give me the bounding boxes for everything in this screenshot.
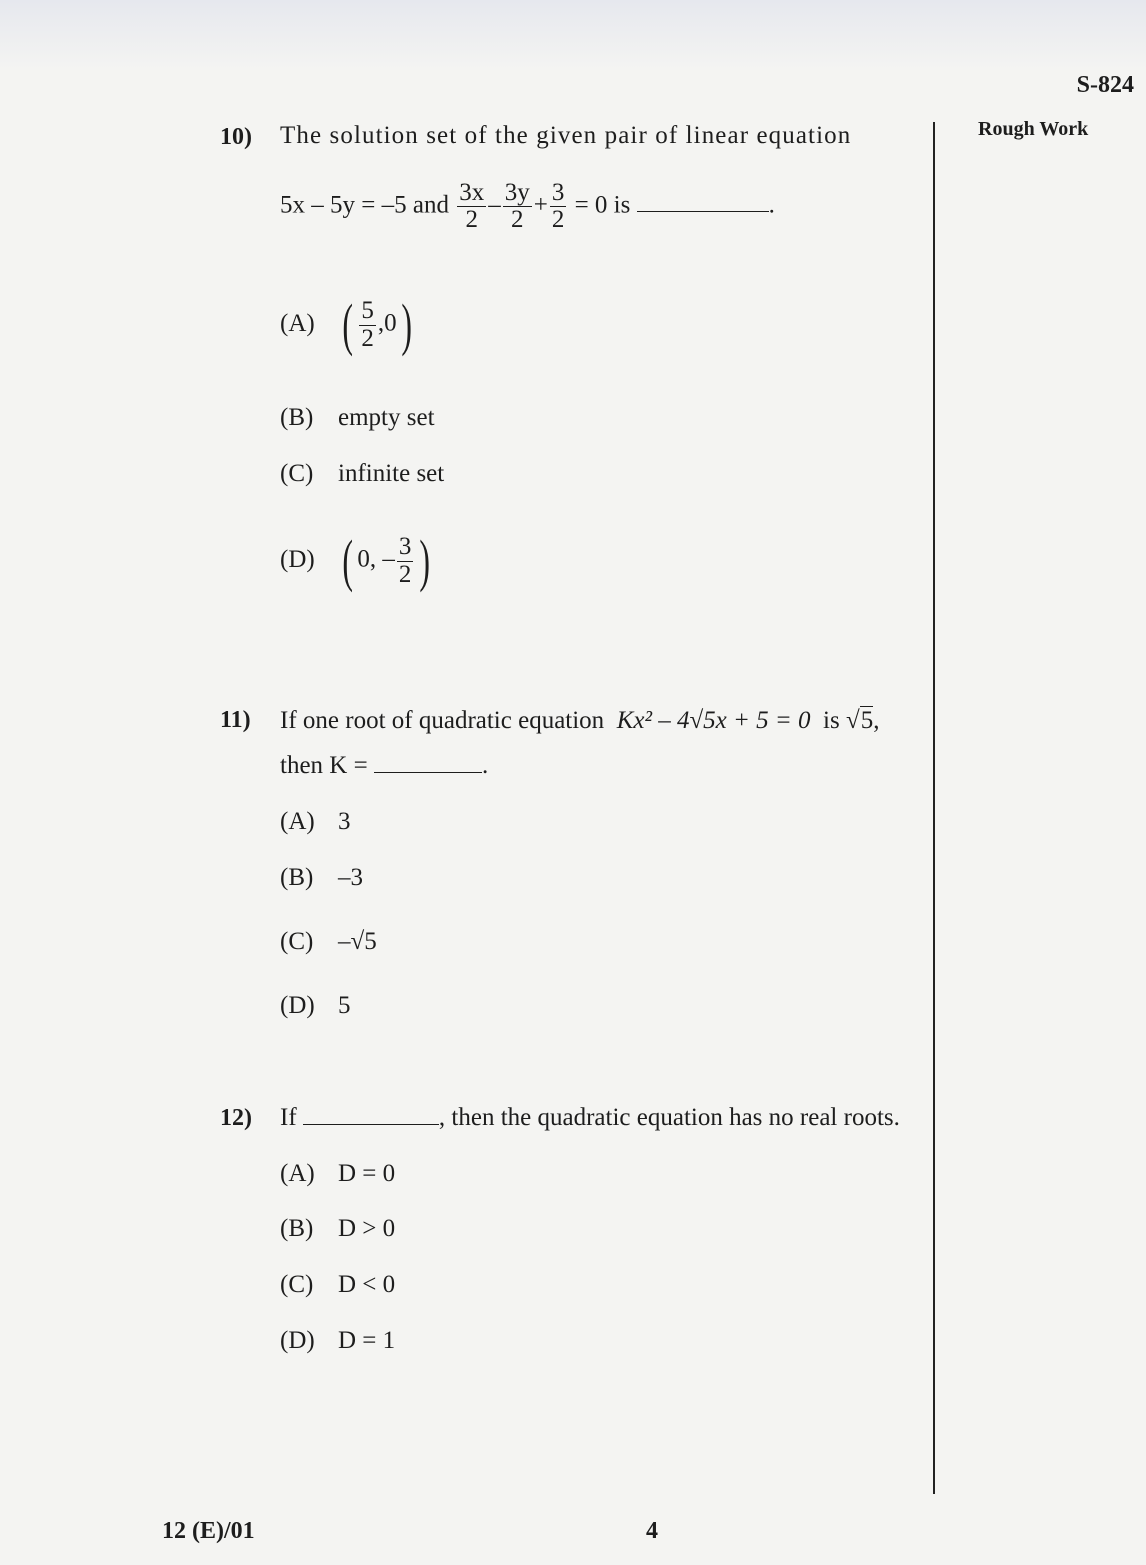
q11-line2: then K = . bbox=[280, 752, 489, 779]
q12-line1: If , then the quadratic equation has no real roots. bbox=[280, 1104, 900, 1131]
q12-option-a: (A) D = 0 bbox=[280, 1160, 396, 1187]
q11-equation: Kx² – 4√5x + 5 = 0 bbox=[616, 707, 811, 734]
q12-number: 12) bbox=[220, 1105, 252, 1131]
q10-option-a: (A) ( $\frac{5}{2}$ ,0) bbox=[280, 292, 412, 357]
q10-frac3: $\frac{3}{2}$ bbox=[551, 179, 565, 234]
rough-work-divider bbox=[933, 122, 935, 1494]
q11-line1: If one root of quadratic equation Kx² – 4√5x + 5 = 0 is √5, bbox=[280, 707, 880, 734]
q11-answer-blank bbox=[374, 771, 482, 773]
page-number: 4 bbox=[646, 1518, 658, 1544]
q12-option-d: (D) D = 1 bbox=[280, 1327, 396, 1354]
q11-root: 5 bbox=[860, 707, 874, 734]
q12-option-c: (C) D < 0 bbox=[280, 1271, 396, 1298]
paper-code: S-824 bbox=[1076, 72, 1134, 98]
footer-code: 12 (E)/01 bbox=[162, 1518, 255, 1544]
q10-frac1: $\frac{3x}{2}$ bbox=[459, 179, 485, 234]
rough-work-label: Rough Work bbox=[978, 118, 1089, 140]
q10-option-b: (B) empty set bbox=[280, 404, 435, 431]
q10-frac2: $\frac{3y}{2}$ bbox=[504, 179, 530, 234]
q10-equation: 5x – 5y = –5 and $\frac{3x}{2}$ – $\frac{3y}{2}$ + $\frac{3}{2}$ = 0 is . bbox=[280, 179, 775, 234]
q12-answer-blank bbox=[303, 1123, 439, 1125]
q11-option-c: (C) –√5 bbox=[280, 928, 377, 955]
q10-option-c: (C) infinite set bbox=[280, 460, 445, 487]
q10-eq-tail: = 0 is bbox=[574, 191, 631, 219]
q10-line1: The solution set of the given pair of linear equation bbox=[280, 122, 852, 149]
q11-option-d: (D) 5 bbox=[280, 992, 351, 1019]
q11-option-b: (B) –3 bbox=[280, 864, 363, 891]
q10-eq-left: 5x – 5y = –5 and bbox=[280, 191, 449, 219]
q11-number: 11) bbox=[220, 707, 251, 733]
scan-shade bbox=[0, 0, 1146, 70]
q10-answer-blank bbox=[637, 210, 769, 212]
q10-number: 10) bbox=[220, 124, 252, 150]
q12-option-b: (B) D > 0 bbox=[280, 1215, 396, 1242]
q11-option-a: (A) 3 bbox=[280, 808, 351, 835]
q10-option-d: (D) ( 0, – $\frac{3}{2}$ ) bbox=[280, 528, 431, 593]
